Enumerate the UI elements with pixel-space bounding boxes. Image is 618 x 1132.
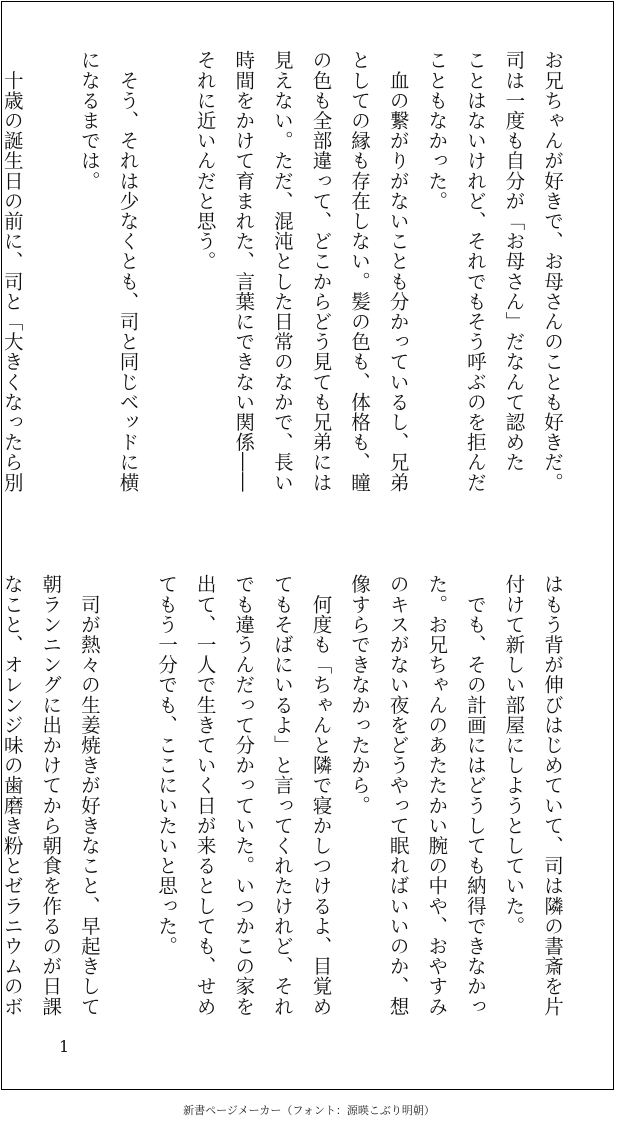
text-line: の色も全部違って、どこからどう見ても兄弟には: [309, 50, 333, 493]
text-line: 司が熱々の生姜焼きが好きなこと、早起きして: [77, 574, 101, 1017]
page-number: 1: [59, 1037, 70, 1056]
page-frame: [1, 1, 614, 1090]
text-line: としての縁も存在しない。髪の色も、体格も、瞳: [348, 50, 372, 493]
blank-line: [31, 50, 70, 526]
text-line: てもう一分でも、ここにいたいと思った。: [155, 574, 179, 956]
text-line: お兄ちゃんが好きで、お母さんのことも好きだ。: [541, 50, 564, 493]
text-line: でも違うんだって分かっていた。いつかこの家を: [232, 574, 256, 1017]
text-line: 何度も「ちゃんと隣で寝かしつけるよ、目覚め: [309, 574, 333, 1017]
text-line: 司は一度も自分が「お母さん」だなんて認めた: [502, 50, 526, 473]
footer-credit: 新書ページメーカー（フォント：源暎こぶり明朝）: [183, 1104, 435, 1117]
text-line: そう、それは少なくとも、司と同じベッドに横: [116, 50, 140, 493]
text-line: ことはないけれど、それでもそう呼ぶのを拒んだ: [463, 50, 487, 493]
text-line: になるまでは。: [77, 50, 101, 191]
text-line: のキスがない夜をどうやって眠ればいいのか、想: [386, 574, 410, 1017]
text-line: 出て、一人で生きていく日が来るとしても、せめ: [193, 574, 217, 1017]
text-column-bottom: [0, 574, 571, 1017]
text-line: 時間をかけて育まれた、言葉にできない関係――: [232, 50, 256, 493]
text-line: でも、その計画にはどうしても納得できなかっ: [463, 574, 487, 1017]
text-line: 朝ランニングに出かけてから朝食を作るのが日課: [39, 574, 63, 1017]
blank-line: [108, 574, 147, 994]
text-line: はもう背が伸びはじめていて、司は隣の書斎を片: [541, 574, 564, 1017]
text-line: 付けて新しい部屋にしようとしていた。: [502, 574, 526, 936]
text-line: なこと、オレンジ味の歯磨き粉とゼラニウムのボ: [0, 574, 24, 1017]
text-line: 十歳の誕生日の前に、司と「大きくなったら別: [0, 50, 24, 493]
text-line: 血の繋がりがないことも分かっているし、兄弟: [386, 50, 410, 493]
text-column-top: [0, 50, 571, 526]
text-line: それに近いんだと思う。: [193, 50, 217, 272]
text-line: た。お兄ちゃんのあたたかい腕の中や、おやすみ: [425, 574, 449, 1017]
text-line: 像すらできなかったから。: [348, 574, 372, 816]
blank-line: [146, 50, 185, 526]
text-line: てもそばにいるよ」と言ってくれたけれど、それ: [270, 574, 294, 1017]
text-line: こともなかった。: [425, 50, 449, 211]
text-line: 見えない。ただ、混沌とした日常のなかで、長い: [270, 50, 294, 493]
